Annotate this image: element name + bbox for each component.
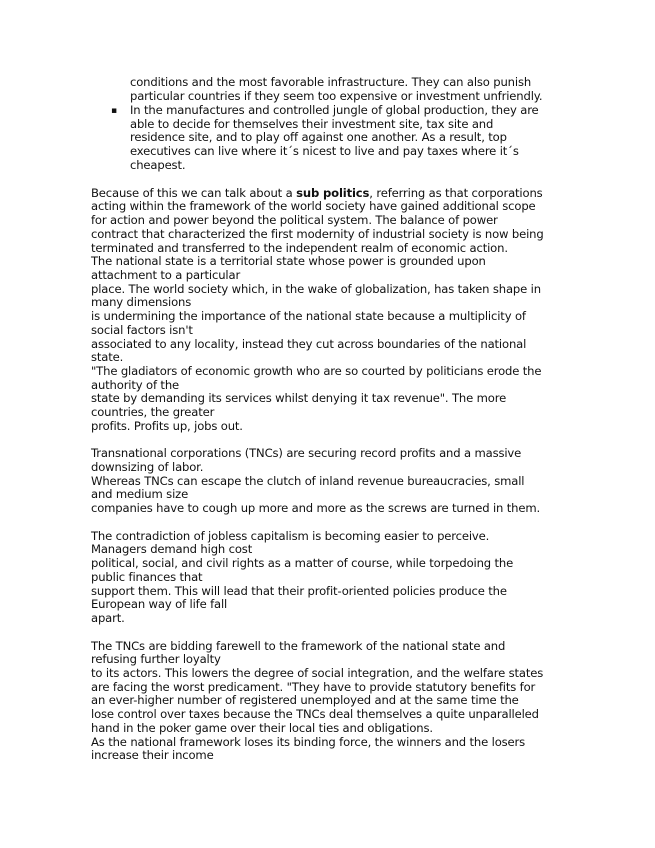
text-line: social factors isn't	[91, 323, 193, 337]
text-line: cheapest.	[130, 158, 186, 172]
text-line: conditions and the most favorable infrastructure. They can also punish	[130, 75, 532, 89]
text-line: "The gladiators of economic growth who are so courted by politicians erode the	[91, 364, 542, 378]
text-line: apart.	[91, 611, 125, 625]
text-line: particular countries if they seem too expensive or investment unfriendly.	[130, 89, 543, 103]
text-line: refusing further loyalty	[91, 652, 221, 666]
text-line: political, social, and civil rights as a matter of course, while torpedoing the	[91, 556, 514, 570]
text-line: attachment to a particular	[91, 268, 241, 282]
text-line: hand in the poker game over their local ties and obligations.	[91, 721, 433, 735]
text-line: The national state is a territorial state whose power is grounded upon	[91, 254, 486, 268]
text-line: European way of life fall	[91, 597, 228, 611]
text-line: many dimensions	[91, 295, 192, 309]
text-line: state by demanding its services whilst denying it tax revenue". The more	[91, 391, 507, 405]
text-run: Because of this we can talk about a	[91, 186, 297, 200]
text-line: lose control over taxes because the TNCs deal themselves a quite unparalleled	[91, 707, 539, 721]
text-line: terminated and transferred to the independent realm of economic action.	[91, 241, 508, 255]
text-line: executives can live where it´s nicest to live and pay taxes where it´s	[130, 144, 519, 158]
text-line: Whereas TNCs can escape the clutch of inland revenue bureaucracies, small	[91, 474, 525, 488]
text-line: companies have to cough up more and more as the screws are turned in them.	[91, 501, 541, 515]
text-line: authority of the	[91, 378, 180, 392]
text-line: for action and power beyond the political system. The balance of power	[91, 213, 498, 227]
text-line: contract that characterized the first modernity of industrial society is now being	[91, 227, 544, 241]
text-line: residence site, and to play off against one another. As a result, top	[130, 130, 507, 144]
text-line: The contradiction of jobless capitalism is becoming easier to perceive.	[91, 529, 490, 543]
text-line: place. The world society which, in the wake of globalization, has taken shape in	[91, 282, 541, 296]
text-line: As the national framework loses its binding force, the winners and the losers	[91, 735, 526, 749]
text-line: associated to any locality, instead they cut across boundaries of the national	[91, 337, 527, 351]
text-line: to its actors. This lowers the degree of social integration, and the welfare states	[91, 666, 544, 680]
text-line: and medium size	[91, 487, 189, 501]
text-line: able to decide for themselves their investment site, tax site and	[130, 117, 494, 131]
text-line: support them. This will lead that their profit-oriented policies produce the	[91, 584, 507, 598]
text-line: state.	[91, 350, 124, 364]
text-line: is undermining the importance of the national state because a multiplicity of	[91, 309, 526, 323]
text-line: are facing the worst predicament. "They have to provide statutory benefits for	[91, 680, 536, 694]
text-line: acting within the framework of the world society have gained additional scope	[91, 199, 536, 213]
text-line: The TNCs are bidding farewell to the framework of the national state and	[91, 639, 506, 653]
text-line: public finances that	[91, 570, 203, 584]
bold-term: sub politics	[296, 186, 370, 200]
text-line: countries, the greater	[91, 405, 215, 419]
text-line: Transnational corporations (TNCs) are securing record profits and a massive	[91, 446, 522, 460]
text-line: In the manufactures and controlled jungle of global production, they are	[130, 103, 539, 117]
text-line: downsizing of labor.	[91, 460, 204, 474]
text-line: increase their income	[91, 748, 214, 762]
bullet-marker: ▪	[111, 106, 117, 116]
text-line: an ever-higher number of registered unemployed and at the same time the	[91, 693, 519, 707]
text-line: profits. Profits up, jobs out.	[91, 419, 243, 433]
text-run: , referring as that corporations	[369, 186, 543, 200]
text-line: Managers demand high cost	[91, 542, 253, 556]
